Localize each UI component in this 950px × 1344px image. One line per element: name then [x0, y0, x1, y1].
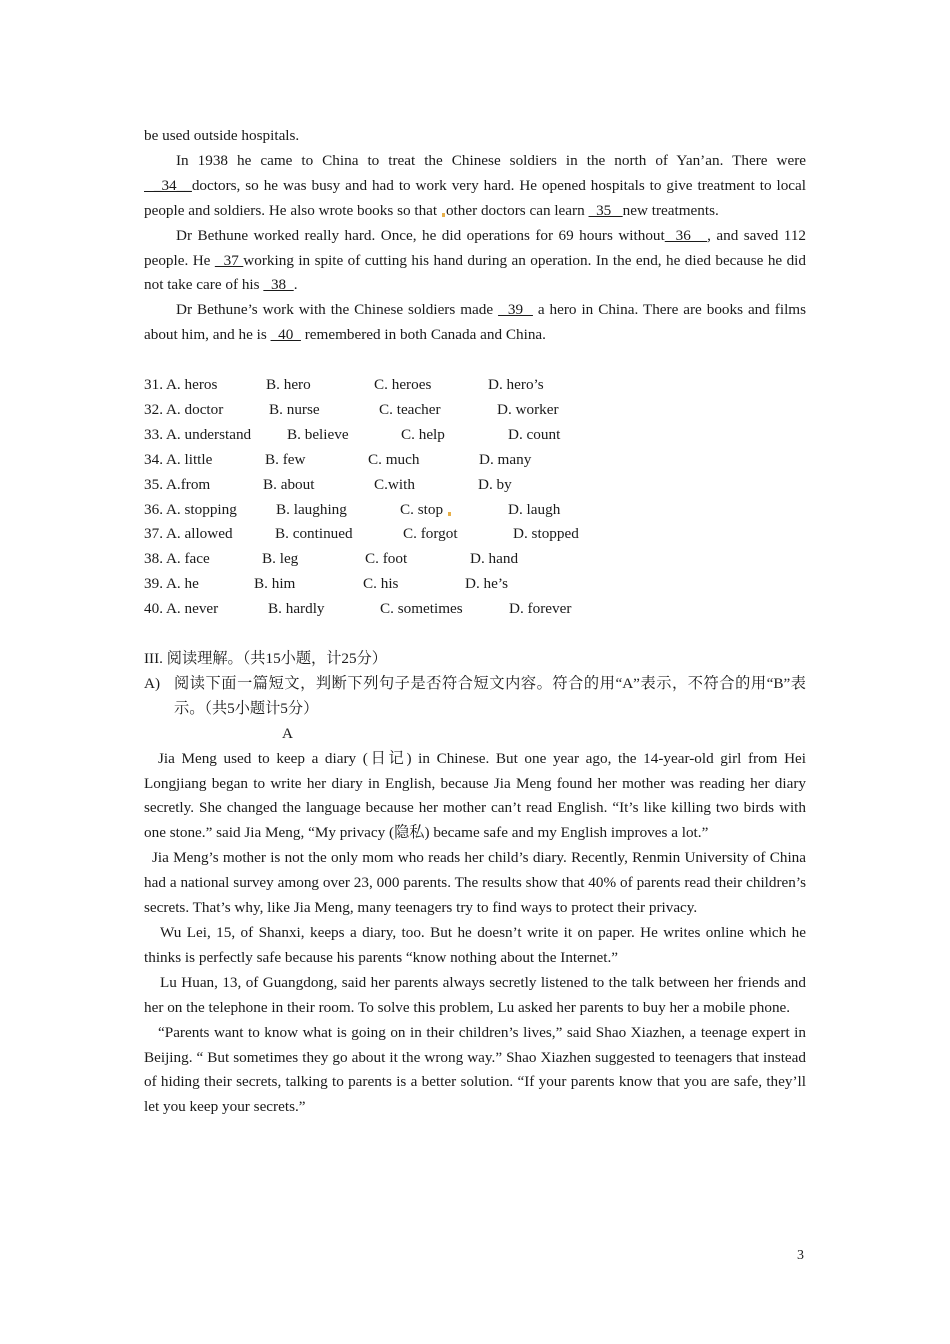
option-c: C. much — [368, 450, 420, 468]
instruction-item — [144, 672, 806, 722]
option-d: D. worker — [497, 400, 559, 418]
instruction-label: A) — [144, 674, 161, 692]
passage-text: In 1938 he came to China to treat the Chinese soldiers in the north of Yan’an. There were — [176, 151, 806, 169]
option-b: B. leg — [262, 550, 299, 568]
passage-line: be used outside hospitals. — [144, 127, 300, 144]
passage-text: Dr Bethune’s work with the Chinese soldiers made — [176, 301, 494, 319]
mark-dot — [442, 213, 445, 217]
option-d: D. laugh — [508, 500, 561, 518]
option-c: C. sometimes — [380, 600, 463, 618]
passage-text: doctors, so he was busy and had to work very hard. He opened hospitals to give treatment to local people and soldiers. He also wrote books so that — [144, 176, 807, 219]
blank-38: 38 — [263, 276, 294, 294]
option-row — [144, 398, 806, 423]
option-d: D. hand — [470, 550, 519, 568]
option-d: D. forever — [509, 600, 572, 618]
option-b: B. few — [265, 450, 306, 468]
blank-37: 37 — [214, 251, 244, 269]
option-d: D. hero’s — [488, 376, 544, 394]
option-row — [144, 473, 806, 498]
option-c: C. stop — [400, 500, 444, 518]
option-row — [144, 522, 806, 547]
document-page — [144, 124, 806, 1120]
option-c: C. heroes — [374, 376, 432, 394]
blank-36: 36 — [664, 226, 708, 244]
option-b: B. hardly — [268, 600, 325, 618]
option-b: B. continued — [275, 525, 353, 543]
blank-40: 40 — [270, 326, 301, 344]
passage-text: , and saved 112 people. He — [144, 226, 807, 269]
option-row — [144, 498, 806, 523]
option-a: 35. A.from — [144, 475, 211, 493]
blank-35: 35 — [588, 201, 623, 219]
passage-title: A — [282, 724, 293, 742]
option-a: 32. A. doctor — [144, 400, 224, 418]
option-b: B. nurse — [269, 400, 320, 418]
reading-paragraph: “Parents want to know what is going on in their children’s lives,” said Shao Xiazhen, a teenage expert in Beijing. “ But sometimes they go about it the wrong way.” Shao Xiazhen suggested to teenagers that instead of hiding their secrets, talking to parents is a better solution. “If your parents know that you are safe, they’ll let you keep your secrets.” — [144, 1023, 806, 1116]
section-heading: III. 阅读理解。（共15小题，计25分） — [144, 650, 387, 667]
option-c: C. foot — [365, 550, 408, 568]
passage-paragraph — [144, 224, 806, 299]
spacer — [144, 348, 806, 373]
passage-text: working in spite of cutting his hand during an operation. In the end, he died because he did not take care of his — [144, 251, 806, 294]
option-a: 33. A. understand — [144, 425, 252, 443]
option-d: D. by — [478, 475, 512, 493]
passage-paragraph — [144, 298, 806, 348]
passage-text: new treatments. — [622, 201, 719, 219]
option-a: 39. A. he — [144, 575, 199, 593]
option-c: C. help — [401, 425, 445, 443]
option-b: B. laughing — [276, 500, 347, 518]
option-d: D. stopped — [513, 525, 579, 543]
reading-paragraph: Lu Huan, 13, of Guangdong, said her parents always secretly listened to the talk between her friends and her on the telephone in their room. To solve this problem, Lu asked her parents to buy her a mobile phone. — [144, 973, 806, 1016]
option-a: 40. A. never — [144, 600, 219, 618]
options-list — [144, 373, 806, 622]
spacer — [144, 622, 806, 647]
option-row — [144, 373, 806, 398]
blank-39: 39 — [498, 301, 533, 319]
passage-text: a hero in China. There are books and films about him, and he is — [144, 301, 807, 344]
passage-text: remembered in both Canada and China. — [304, 326, 546, 344]
passage-paragraph — [144, 149, 806, 224]
option-c-wrap — [400, 498, 508, 523]
option-d: D. he’s — [465, 575, 509, 593]
option-a: 34. A. little — [144, 450, 213, 468]
reading-paragraph: Wu Lei, 15, of Shanxi, keeps a diary, too. But he doesn’t write it on paper. He writes online which he thinks is perfectly safe because his parents “know nothing about the Internet.” — [144, 923, 806, 966]
option-c: C.with — [374, 475, 415, 493]
passage-text: other doctors can learn — [445, 201, 585, 219]
option-d: D. many — [479, 450, 532, 468]
page-number: 3 — [797, 1248, 804, 1263]
option-row — [144, 547, 806, 572]
instruction-text: 阅读下面一篇短文，判断下列句子是否符合短文内容。符合的用“A”表示，不符合的用“B”表示。（共5小题计5分） — [174, 674, 806, 717]
mark-dot — [448, 512, 451, 516]
option-b: B. him — [254, 575, 296, 593]
option-a: 37. A. allowed — [144, 525, 233, 543]
option-row — [144, 448, 806, 473]
option-a: 31. A. heros — [144, 376, 218, 394]
passage-text: . — [293, 276, 298, 294]
reading-paragraph: Jia Meng used to keep a diary (日记) in Chinese. But one year ago, the 14-year-old girl from Hei Longjiang began to write her diary in English, because Jia Meng found her mother was reading her diary secretly. She changed the language because her mother can’t read English. “It’s like killing two birds with one stone.” said Jia Meng, “My privacy (隐私) became safe and my English improves a lot.” — [144, 749, 806, 842]
option-c: C. teacher — [379, 400, 441, 418]
option-row — [144, 572, 806, 597]
reading-paragraph: Jia Meng’s mother is not the only mom who reads her child’s diary. Recently, Renmin University of China had a national survey among over 23, 000 parents. The results show that 40% of parents read their children’s secrets. That’s why, like Jia Meng, many teenagers try to find ways to protect their privacy. — [144, 849, 806, 917]
option-b: B. about — [263, 475, 315, 493]
option-d: D. count — [508, 425, 561, 443]
option-row — [144, 423, 806, 448]
option-b: B. believe — [287, 425, 349, 443]
option-a: 36. A. stopping — [144, 500, 237, 518]
passage-text: Dr Bethune worked really hard. Once, he did operations for 69 hours without — [176, 226, 665, 244]
option-c: C. forgot — [403, 525, 458, 543]
option-row — [144, 597, 806, 622]
option-a: 38. A. face — [144, 550, 210, 568]
blank-34: _34__ — [144, 176, 192, 194]
option-c: C. his — [363, 575, 399, 593]
option-b: B. hero — [266, 376, 311, 394]
